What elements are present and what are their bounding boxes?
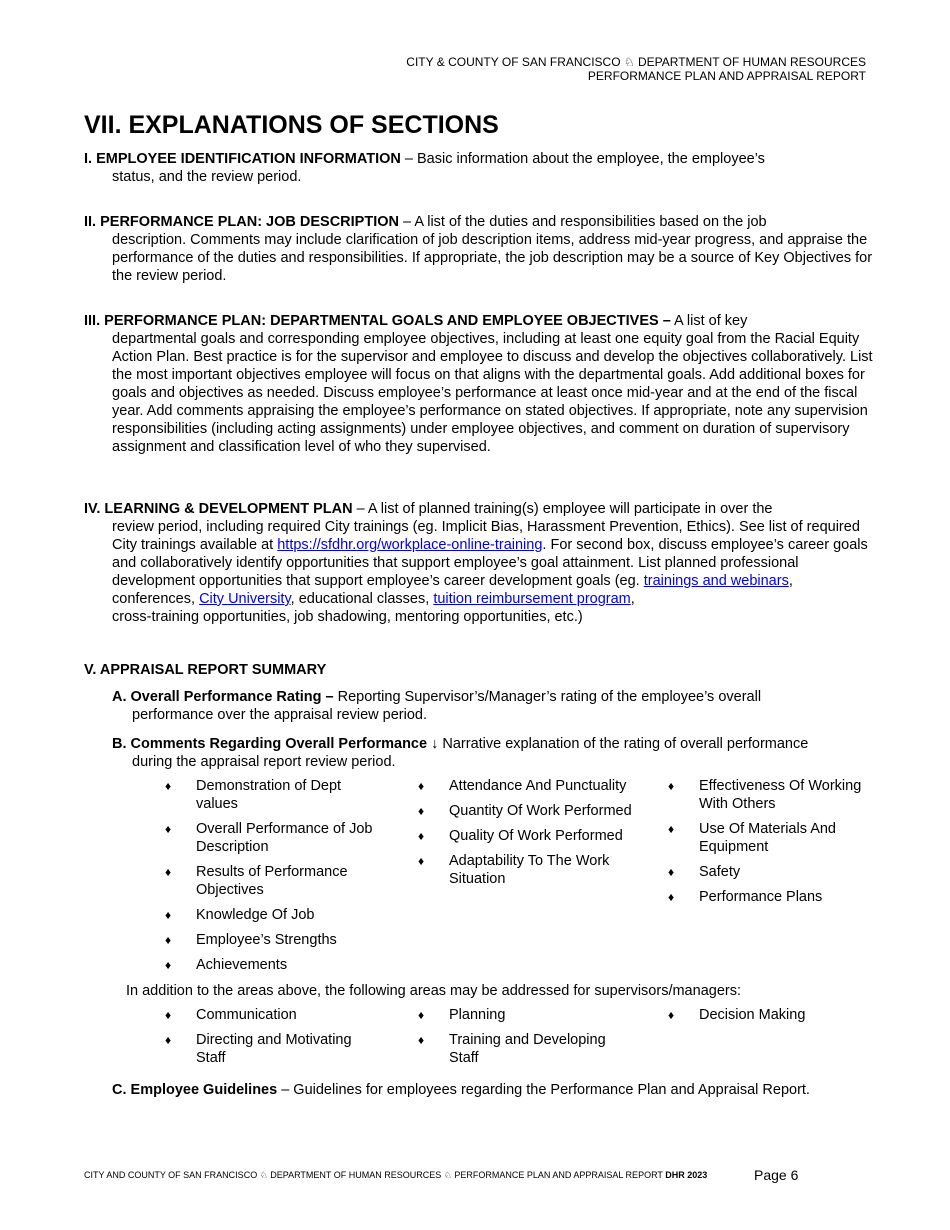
manager-column-2 [418,1006,638,1074]
area-list-item [165,1031,385,1067]
section-4-text-cont [84,518,874,626]
section-3 [84,312,874,456]
section-4-text-f: cross-training opportunities, job shadowing, mentoring opportunities, etc.) [112,609,583,625]
area-label: Communication [196,1007,297,1023]
diamond-bullet-icon: ♦ [668,865,675,879]
area-label: Directing and Motivating Staff [196,1032,352,1066]
area-list-item [418,827,638,845]
area-list-item [165,820,385,856]
area-list-item [668,777,888,813]
area-label: Safety [699,864,741,880]
diamond-bullet-icon: ♦ [165,865,172,879]
area-list-item [165,863,385,899]
area-list-item [165,777,385,813]
area-list-item [418,802,638,820]
diamond-bullet-icon: ♦ [418,1008,425,1022]
page-number: Page 6 [754,1167,799,1183]
area-label: Attendance And Punctuality [449,778,627,794]
subsection-b-heading: B. Comments Regarding Overall Performance [112,736,428,752]
area-list-item [165,1006,385,1024]
diamond-bullet-icon: ♦ [165,1033,172,1047]
page-title: VII. EXPLANATIONS OF SECTIONS [84,111,499,139]
section-4-text-d: , educational classes, [290,591,434,607]
area-list-item [668,863,888,881]
section-2-text: – A list of the duties and responsibilities based on the job [399,214,767,230]
area-list-item [668,1006,888,1024]
section-4-text: – A list of planned training(s) employee will participate in over the [352,501,773,517]
page-header [406,55,866,83]
area-label: Training and Developing Staff [449,1032,606,1066]
area-list-item [165,931,385,949]
section-1-text: – Basic information about the employee, the employee’s [400,151,765,167]
area-label: Effectiveness Of Working With Others [699,778,862,812]
area-label: Demonstration of Dept values [196,778,342,812]
section-1 [84,150,874,186]
diamond-bullet-icon: ♦ [418,854,425,868]
section-4-text-a: review period, including required City trainings (eg. Implicit Bias, Harassment Prevention, Ethics). See list of required City trainings available at [112,519,860,553]
subsection-a-text: Reporting Supervisor’s/Manager’s rating of the employee’s overall [333,689,762,705]
area-label: Quality Of Work Performed [449,828,623,844]
section-3-heading: III. PERFORMANCE PLAN: DEPARTMENTAL GOALS AND EMPLOYEE OBJECTIVES – [84,313,671,329]
trainings-webinars-link[interactable]: trainings and webinars [643,573,789,589]
diamond-bullet-icon: ♦ [418,804,425,818]
subsection-c-text: – Guidelines for employees regarding the Performance Plan and Appraisal Report. [277,1082,810,1098]
diamond-bullet-icon: ♦ [165,779,172,793]
tuition-reimbursement-link[interactable]: tuition reimbursement program [433,591,631,607]
diamond-bullet-icon: ♦ [668,1008,675,1022]
area-label: Adaptability To The Work Situation [449,853,610,887]
section-4-text-e: , [630,591,635,607]
area-label: Overall Performance of Job Description [196,821,373,855]
subsection-a-heading: A. Overall Performance Rating – [112,689,334,705]
area-list-item [418,1031,638,1067]
header-line-1: CITY & COUNTY OF SAN FRANCISCO ♘ DEPARTMENT OF HUMAN RESOURCES [406,55,866,69]
area-list-item [165,906,385,924]
area-label: Results of Performance Objectives [196,864,348,898]
section-3-text: A list of key [670,313,748,329]
footer-text: CITY AND COUNTY OF SAN FRANCISCO ♘ DEPARTMENT OF HUMAN RESOURCES ♘ PERFORMANCE PLAN AND APPRAISAL REPORT [84,1170,666,1180]
area-list-item [418,852,638,888]
section-4-text-b: . For second box, discuss employee’s career goals and collaboratively identify opportunities that support employee’s goal attainment. List planned professional development opportunities that support employee’s career development goals (eg. [112,537,868,589]
manager-areas-intro: In addition to the areas above, the following areas may be addressed for supervisors/managers: [126,983,741,999]
diamond-bullet-icon: ♦ [165,933,172,947]
area-label: Use Of Materials And Equipment [699,821,836,855]
footer-code: DHR 2023 [665,1170,708,1180]
section-2-heading: II. PERFORMANCE PLAN: JOB DESCRIPTION [84,214,399,230]
diamond-bullet-icon: ♦ [668,779,675,793]
area-label: Quantity Of Work Performed [449,803,632,819]
manager-column-1 [165,1006,385,1074]
manager-column-3 [668,1006,888,1031]
area-label: Knowledge Of Job [196,907,315,923]
subsection-a-text-cont: performance over the appraisal review period. [132,707,427,723]
section-1-text-cont: status, and the review period. [112,169,302,185]
area-list-item [418,1006,638,1024]
areas-column-2 [418,777,638,895]
areas-column-1 [165,777,385,981]
section-3-text-cont: departmental goals and corresponding employee objectives, including at least one equity goal from the Racial Equity Action Plan. Best practice is for the supervisor and employee to discuss and develop the objectives collaboratively. List the most important objectives employee will focus on that aligns with the departmental goals. Add additional boxes for goals and objectives as needed. Discuss employee’s performance at least once mid-year and at the end of the fiscal year. Add comments appraising the employee’s performance on stated objectives. If appropriate, note any supervision responsibilities (including acting assignments) under employee objectives, and comment on duration of supervisory assignment and classification level of who they supervised. [112,331,873,455]
subsection-b-text-cont: during the appraisal report review period. [132,754,396,770]
section-2 [84,213,874,285]
header-line-2: PERFORMANCE PLAN AND APPRAISAL REPORT [587,69,866,83]
subsection-a [112,688,872,724]
diamond-bullet-icon: ♦ [165,958,172,972]
section-2-text-cont: description. Comments may include clarification of job description items, address mid-year progress, and appraise the performance of the duties and responsibilities. If appropriate, the job description may be a source of Key Objectives for the review period. [112,232,873,284]
area-label: Achievements [196,957,288,973]
section-5-heading [84,661,874,679]
area-label: Performance Plans [699,889,823,905]
area-list-item [668,820,888,856]
section-1-heading: I. EMPLOYEE IDENTIFICATION INFORMATION [84,151,401,167]
diamond-bullet-icon: ♦ [165,908,172,922]
area-list-item [418,777,638,795]
area-label: Decision Making [699,1007,806,1023]
area-label: Planning [449,1007,506,1023]
diamond-bullet-icon: ♦ [668,890,675,904]
diamond-bullet-icon: ♦ [418,829,425,843]
diamond-bullet-icon: ♦ [165,822,172,836]
section-4 [84,500,874,626]
subsection-b-text: ↓ Narrative explanation of the rating of overall performance [427,736,809,752]
section-4-heading: IV. LEARNING & DEVELOPMENT PLAN [84,501,353,517]
subsection-c-heading: C. Employee Guidelines [112,1082,278,1098]
diamond-bullet-icon: ♦ [668,822,675,836]
area-label: Employee’s Strengths [196,932,337,948]
city-university-link[interactable]: City University [199,591,291,607]
section-5-title: V. APPRAISAL REPORT SUMMARY [84,662,327,678]
subsection-b [112,735,872,771]
page-footer [84,1170,707,1181]
diamond-bullet-icon: ♦ [165,1008,172,1022]
areas-column-3 [668,777,888,913]
diamond-bullet-icon: ♦ [418,1033,425,1047]
area-list-item [668,888,888,906]
workplace-training-link[interactable]: https://sfdhr.org/workplace-online-training [277,537,543,553]
area-list-item [165,956,385,974]
subsection-c [112,1081,872,1099]
section-4-text-c: , conferences, [112,573,793,607]
diamond-bullet-icon: ♦ [418,779,425,793]
